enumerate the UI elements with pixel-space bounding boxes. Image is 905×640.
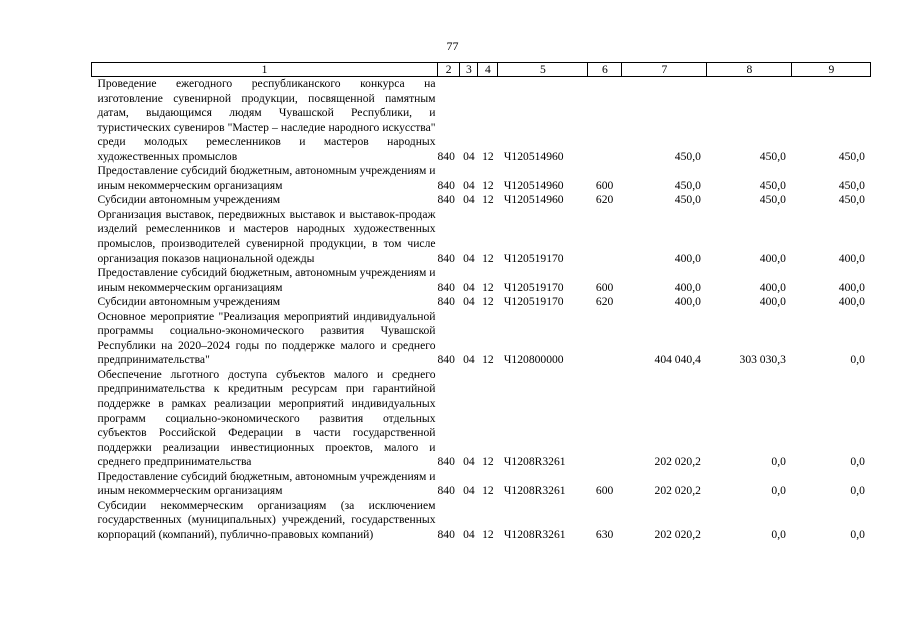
section-code-cell: 04 (463, 251, 475, 265)
amount-cell: 400,0 (674, 251, 701, 265)
section-code-cell: 04 (463, 484, 475, 498)
amount-cell: 202 020,2 (654, 484, 701, 498)
description-cell: Предоставление субсидий бюджетным, автономным учреждениям и иным некоммерческим организациям (97, 164, 436, 192)
expense-type-cell: 600 (595, 280, 614, 294)
target-article-cell: Ч1208R3261 (503, 484, 566, 498)
amount-cell: 202 020,2 (654, 527, 701, 541)
subsection-code-cell: 12 (482, 178, 494, 192)
target-article-cell: Ч120514960 (503, 193, 564, 207)
table-row (92, 310, 871, 368)
description-cell: Обеспечение льготного доступа субъектов малого и среднего предпринимательства к кредитным ресурсам при гарантийной поддержке в рамках реализации мероприятий индивидуальных программ социально-экономического развития отдельных субъектов Российской Федерации в части государственной поддержки реализации инвестиционных проектов, малого и среднего предпринимательства (97, 367, 436, 469)
ministry-code-cell: 840 (437, 455, 455, 469)
header-cell: 2 (438, 63, 460, 77)
subsection-code-cell: 12 (482, 484, 494, 498)
section-code-cell: 04 (463, 295, 475, 309)
subsection-code-cell: 12 (482, 149, 494, 163)
header-cell: 8 (707, 63, 792, 77)
ministry-code-cell: 840 (437, 178, 455, 192)
description-cell: Предоставление субсидий бюджетным, автономным учреждениям и иным некоммерческим организациям (97, 469, 436, 498)
header-cell: 1 (92, 63, 438, 77)
subsection-code-cell: 12 (482, 295, 494, 309)
ministry-code-cell: 840 (437, 193, 455, 207)
table-row (92, 208, 871, 266)
description-cell: Предоставление субсидий бюджетным, автономным учреждениям и иным некоммерческим организациям (97, 266, 436, 294)
subsection-code-cell: 12 (482, 527, 494, 541)
amount-cell: 450,0 (838, 193, 865, 207)
amount-cell: 450,0 (759, 178, 786, 192)
description-cell: Субсидии автономным учреждениям (97, 295, 281, 309)
amount-cell: 303 030,3 (739, 353, 786, 367)
table-row (92, 499, 871, 543)
table-row (92, 295, 871, 310)
amount-cell: 450,0 (759, 193, 786, 207)
header-cell: 6 (588, 63, 622, 77)
expense-type-cell: 620 (595, 295, 614, 309)
amount-cell: 450,0 (838, 178, 865, 192)
amount-cell: 450,0 (674, 193, 701, 207)
section-code-cell: 04 (463, 178, 475, 192)
amount-cell: 450,0 (674, 149, 701, 163)
target-article-cell: Ч120519170 (503, 295, 564, 309)
amount-cell: 202 020,2 (654, 455, 701, 469)
amount-cell: 0,0 (771, 455, 786, 469)
ministry-code-cell: 840 (437, 295, 455, 309)
amount-cell: 450,0 (838, 149, 865, 163)
subsection-code-cell: 12 (482, 193, 494, 207)
expense-type-cell: 600 (595, 178, 614, 192)
subsection-code-cell: 12 (482, 280, 494, 294)
header-cell: 3 (460, 63, 478, 77)
ministry-code-cell: 840 (437, 149, 455, 163)
description-cell: Проведение ежегодного республиканского конкурса на изготовление сувенирной продукции, посвященной памятным датам, выдающимся людям Чувашской Республики, и туристических сувениров "Мастер – наследие народного искусства" среди молодых ремесленников и мастеров народных художественных промыслов (97, 77, 436, 163)
amount-cell: 400,0 (838, 251, 865, 265)
section-code-cell: 04 (463, 280, 475, 294)
section-code-cell: 04 (463, 149, 475, 163)
target-article-cell: Ч120514960 (503, 178, 564, 192)
amount-cell: 0,0 (850, 455, 865, 469)
target-article-cell: Ч120519170 (503, 280, 564, 294)
expense-type-cell: 630 (595, 527, 614, 541)
table-row (92, 368, 871, 470)
section-code-cell: 04 (463, 353, 475, 367)
expense-type-cell (588, 77, 622, 165)
amount-cell: 450,0 (759, 149, 786, 163)
amount-cell: 404 040,4 (654, 353, 701, 367)
amount-cell: 400,0 (759, 295, 786, 309)
amount-cell: 400,0 (759, 280, 786, 294)
section-code-cell: 04 (463, 193, 475, 207)
ministry-code-cell: 840 (437, 251, 455, 265)
amount-cell: 400,0 (674, 295, 701, 309)
header-cell: 5 (498, 63, 588, 77)
amount-cell: 400,0 (838, 295, 865, 309)
amount-cell: 0,0 (850, 484, 865, 498)
table-row (92, 77, 871, 165)
header-cell: 4 (478, 63, 498, 77)
amount-cell: 400,0 (674, 280, 701, 294)
page-number: 77 (446, 39, 459, 53)
target-article-cell: Ч120800000 (503, 353, 564, 367)
amount-cell: 0,0 (850, 353, 865, 367)
section-code-cell: 04 (463, 527, 475, 541)
table-row (92, 266, 871, 295)
amount-cell: 450,0 (674, 178, 701, 192)
amount-cell: 0,0 (771, 484, 786, 498)
ministry-code-cell: 840 (437, 527, 455, 541)
subsection-code-cell: 12 (482, 455, 494, 469)
description-cell: Организация выставок, передвижных выставок и выставок-продаж изделий ремесленников и мастеров народных художественных промыслов, производителей сувенирной продукции, в том числе организация показов национальной одежды (97, 207, 436, 265)
subsection-code-cell: 12 (482, 353, 494, 367)
expense-type-cell (588, 208, 622, 266)
table-row (92, 193, 871, 208)
description-cell: Основное мероприятие "Реализация мероприятий индивидуальной программы социально-экономического развития Чувашской Республики на 2020–2024 годы по поддержке малого и среднего предпринимательства" (97, 309, 436, 367)
header-cell: 7 (622, 63, 707, 77)
amount-cell: 400,0 (759, 251, 786, 265)
description-cell: Субсидии автономным учреждениям (97, 193, 281, 207)
section-code-cell: 04 (463, 455, 475, 469)
amount-cell: 0,0 (771, 527, 786, 541)
target-article-cell: Ч1208R3261 (503, 527, 566, 541)
target-article-cell: Ч120519170 (503, 251, 564, 265)
budget-table (91, 62, 871, 543)
target-article-cell: Ч1208R3261 (503, 455, 566, 469)
target-article-cell: Ч120514960 (503, 149, 564, 163)
table-row (92, 470, 871, 499)
expense-type-cell: 620 (595, 193, 614, 207)
ministry-code-cell: 840 (437, 280, 455, 294)
amount-cell: 400,0 (838, 280, 865, 294)
table-row (92, 164, 871, 193)
expense-type-cell (588, 310, 622, 368)
table-header-row (92, 63, 871, 77)
header-cell: 9 (792, 63, 871, 77)
description-cell: Субсидии некоммерческим организациям (за исключением государственных (муниципальных) учреждений, государственных корпораций (компаний), публично-правовых компаний) (97, 498, 436, 541)
ministry-code-cell: 840 (437, 353, 455, 367)
amount-cell: 0,0 (850, 527, 865, 541)
expense-type-cell: 600 (595, 484, 614, 498)
expense-type-cell (588, 368, 622, 470)
subsection-code-cell: 12 (482, 251, 494, 265)
ministry-code-cell: 840 (437, 484, 455, 498)
